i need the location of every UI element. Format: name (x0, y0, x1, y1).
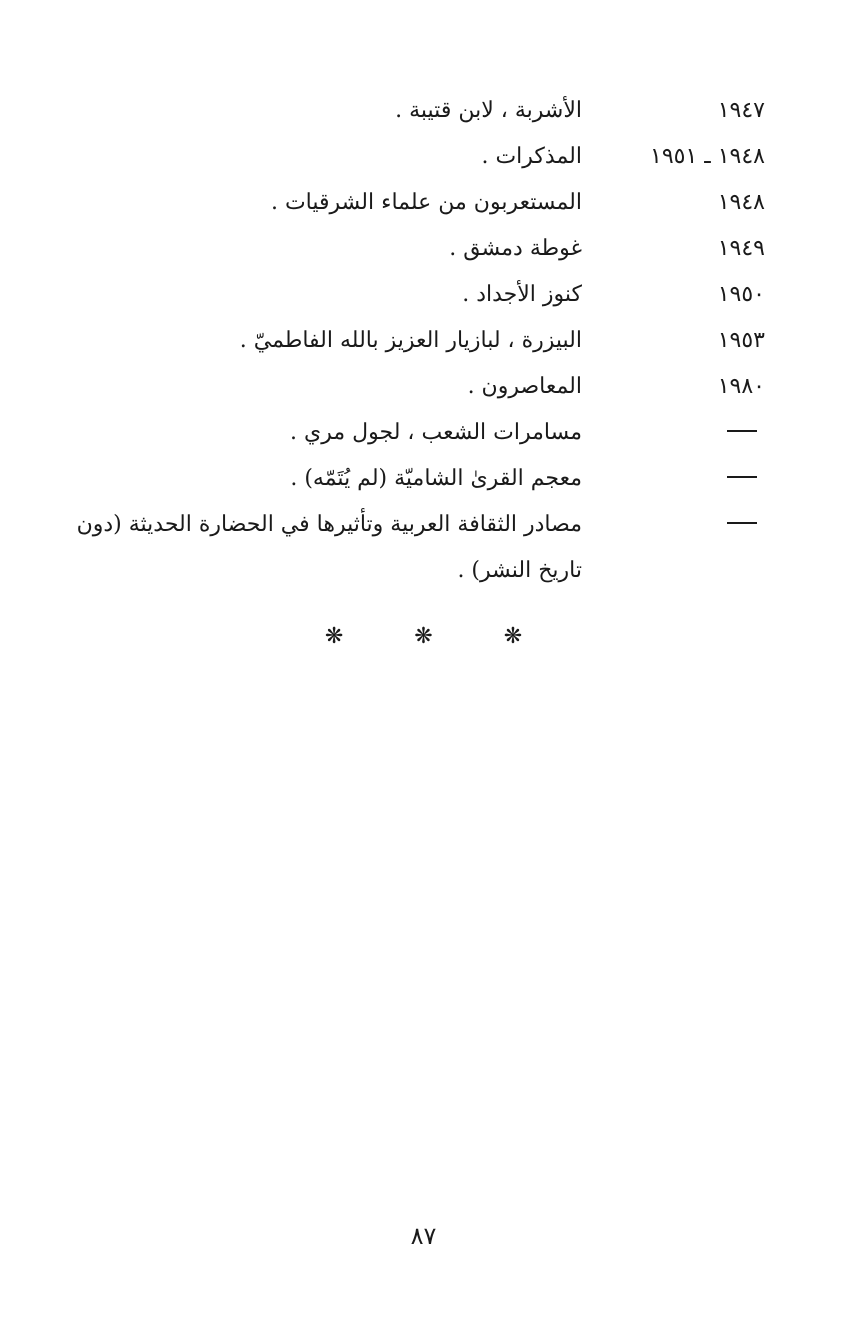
bibliography-list (65, 88, 765, 594)
list-item (65, 410, 765, 456)
entry-year: ١٩٥٣ (717, 328, 765, 353)
entry-year-undated (582, 456, 765, 502)
entry-year: ١٩٤٨ (717, 190, 765, 215)
undated-dash (727, 522, 757, 524)
entry-year: ١٩٥٠ (717, 282, 765, 307)
list-item (65, 272, 765, 318)
list-item (65, 180, 765, 226)
list-item (65, 502, 765, 594)
entry-year-undated (582, 410, 765, 456)
list-item (65, 134, 765, 180)
entry-title: غوطة دمشق . (449, 236, 582, 261)
entry-title: المستعربون من علماء الشرقيات . (270, 190, 582, 215)
entry-title: معجم القرىٰ الشاميّة (لم يُتَمّه) . (290, 466, 582, 491)
entry-year-undated (582, 502, 765, 548)
undated-dash (727, 476, 757, 478)
list-item (65, 364, 765, 410)
undated-dash (727, 430, 757, 432)
entry-year: ١٩٤٨ ـ ١٩٥١ (650, 144, 765, 169)
entry-title: البيزرة ، لبازيار العزيز بالله الفاطميّ . (239, 328, 582, 353)
entry-year: ١٩٤٧ (717, 98, 765, 123)
section-ornament: ❋ ❋ ❋ (324, 624, 555, 649)
entry-title: مصادر الثقافة العربية وتأثيرها في الحضارة الحديثة (دون تاريخ النشر) . (76, 512, 582, 583)
list-item (65, 456, 765, 502)
list-item (65, 318, 765, 364)
entry-title: المذكرات . (481, 144, 582, 169)
entry-title: المعاصرون . (467, 374, 582, 399)
entry-title: كنوز الأجداد . (462, 282, 582, 307)
page-number: ٨٧ (410, 1222, 437, 1250)
entry-year: ١٩٨٠ (717, 374, 765, 399)
list-item (65, 88, 765, 134)
entry-title: مسامرات الشعب ، لجول مري . (290, 420, 582, 445)
entry-title: الأشربة ، لابن قتيبة . (395, 98, 582, 123)
entry-year: ١٩٤٩ (717, 236, 765, 261)
list-item (65, 226, 765, 272)
